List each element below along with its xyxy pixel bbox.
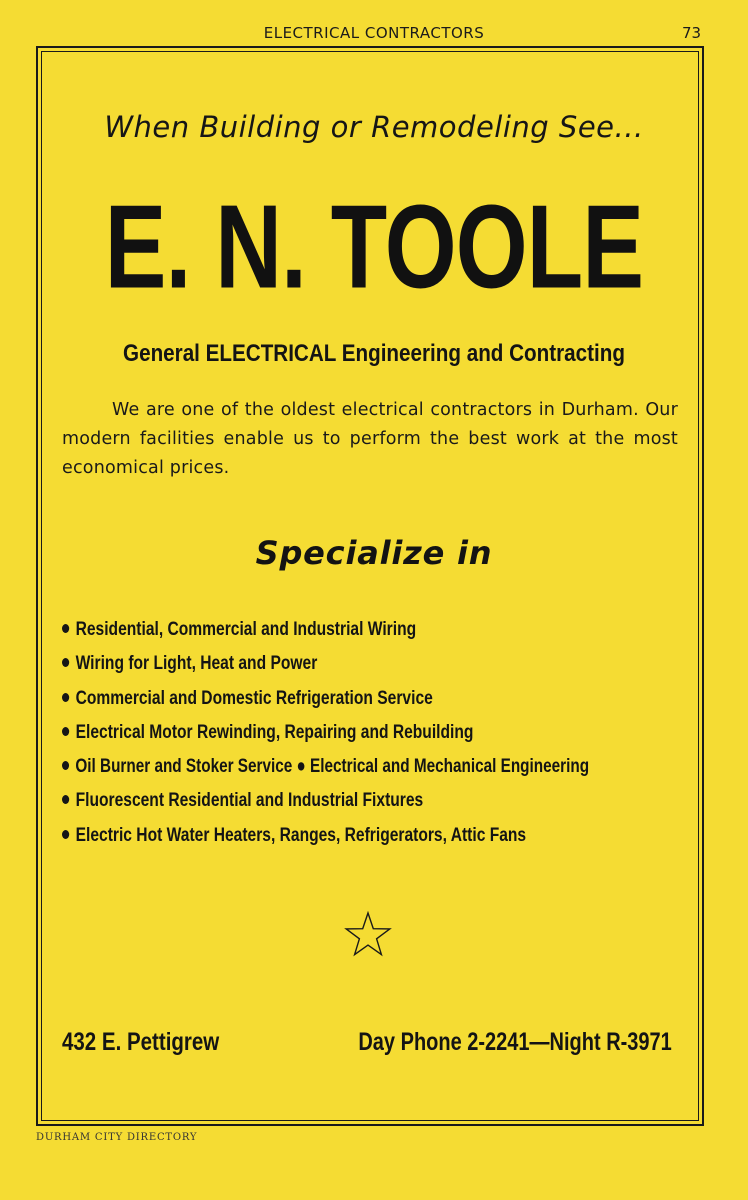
bullet-icon (62, 795, 69, 804)
bullet-icon (62, 761, 69, 770)
bullet-icon (62, 727, 69, 736)
bullet-icon (62, 830, 69, 839)
service-item (62, 648, 558, 682)
service-label: Wiring for Light, Heat and Power (75, 652, 318, 675)
service-label: Fluorescent Residential and Industrial Fixtures (75, 789, 424, 812)
service-label: Commercial and Domestic Refrigeration Service (75, 686, 433, 709)
service-item (62, 683, 558, 717)
star-outline-icon (344, 910, 392, 958)
bullet-icon (62, 624, 69, 633)
service-label: Oil Burner and Stoker Service ● Electrical and Mechanical Engineering (75, 755, 590, 778)
bullet-icon (62, 693, 69, 702)
service-item (62, 717, 558, 751)
business-address: 432 E. Pettigrew (62, 1028, 220, 1056)
phone-numbers: Day Phone 2-2241—Night R-3971 (358, 1028, 672, 1056)
service-label: Residential, Commercial and Industrial Wiring (75, 618, 417, 640)
intro-paragraph: We are one of the oldest electrical contractors in Durham. Our modern facilities enable us to perform the best work at the most economical prices. (62, 400, 678, 478)
ad-headline: When Building or Remodeling See... (104, 110, 644, 144)
company-tagline: General ELECTRICAL Engineering and Contracting (123, 340, 625, 367)
service-item (62, 820, 558, 854)
specialize-heading: Specialize in (255, 534, 493, 572)
service-item (62, 751, 590, 785)
service-item (62, 614, 558, 648)
company-name: E. N. TOOLE (104, 180, 644, 314)
running-head-section: ELECTRICAL CONTRACTORS (263, 24, 485, 42)
service-label: Electric Hot Water Heaters, Ranges, Refrigerators, Attic Fans (75, 823, 527, 846)
directory-footer: DURHAM CITY DIRECTORY (36, 1132, 198, 1143)
services-list (62, 614, 682, 854)
service-label: Electrical Motor Rewinding, Repairing and Rebuilding (75, 720, 474, 743)
page-number: 73 (682, 24, 702, 42)
bullet-icon (62, 658, 69, 667)
service-item (62, 785, 558, 819)
